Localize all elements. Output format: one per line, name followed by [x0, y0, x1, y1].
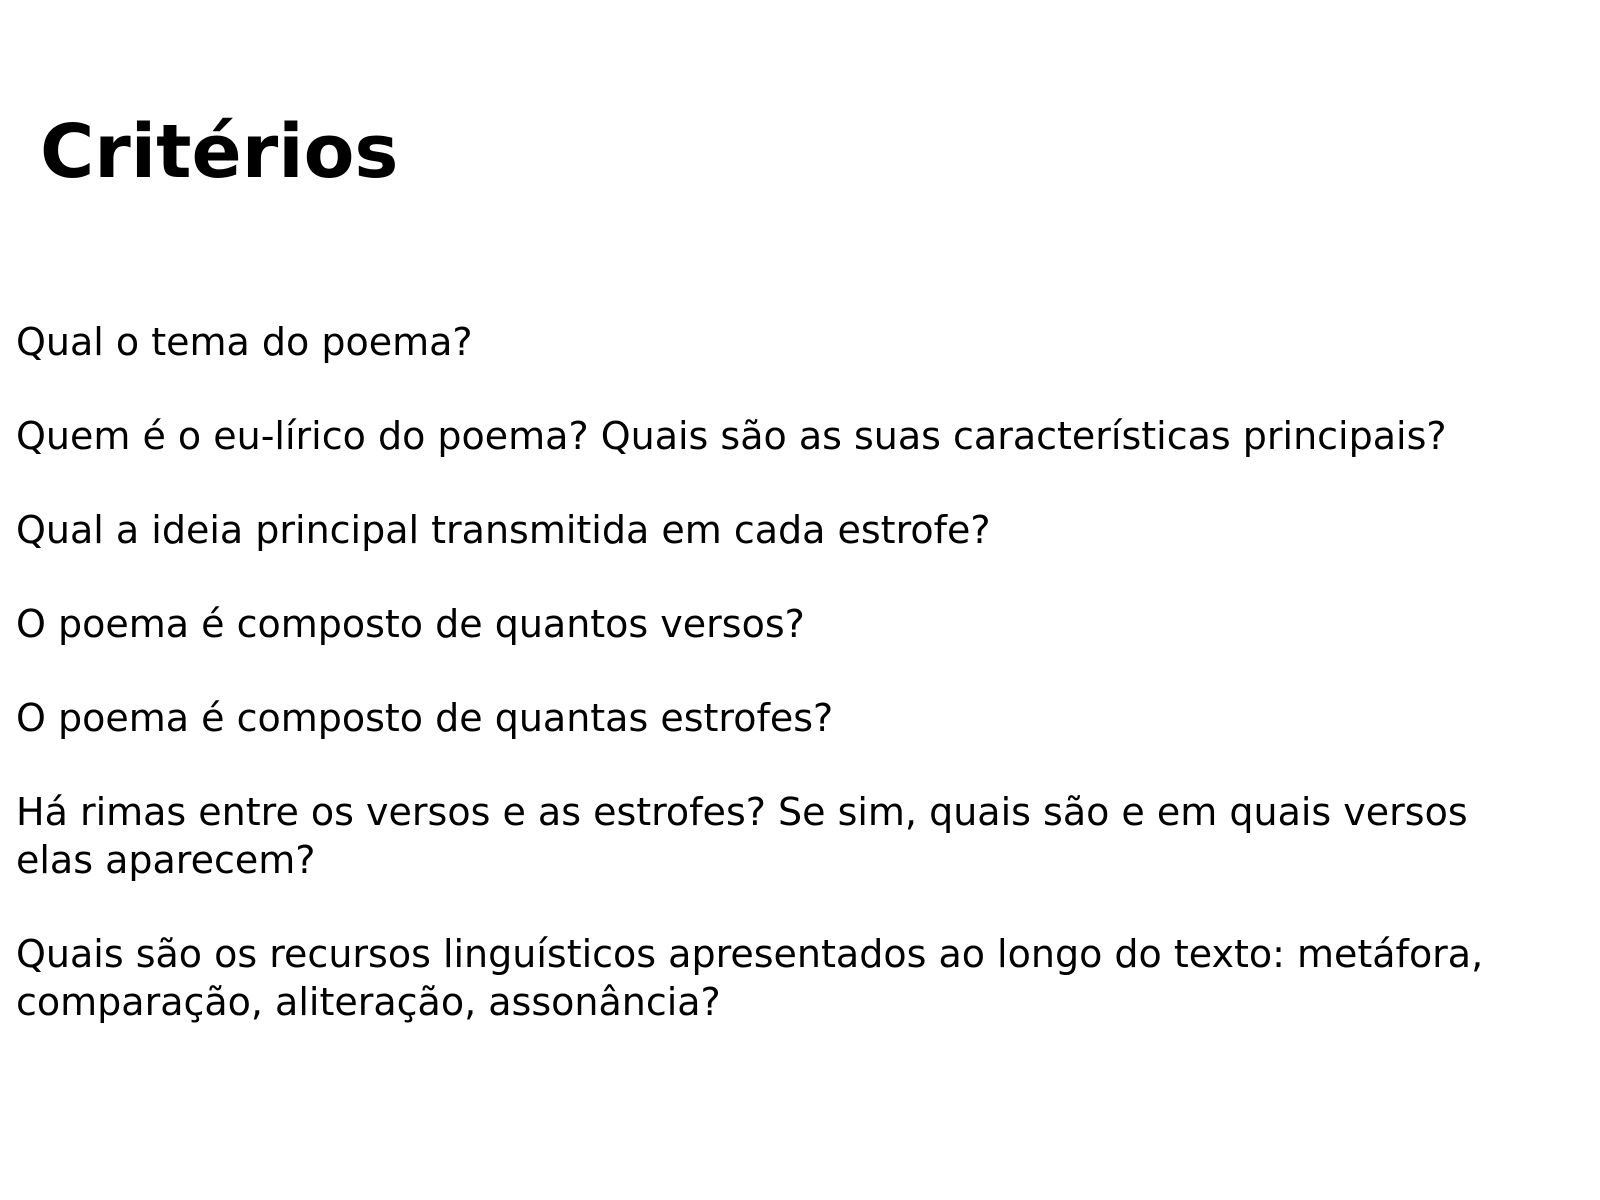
criteria-item-4: O poema é composto de quantos versos? [16, 602, 805, 646]
criteria-item-7: Quais são os recursos linguísticos apresentados ao longo do texto: metáfora, comparação, aliteração, assonância? [16, 932, 1484, 1024]
criteria-item-1: Qual o tema do poema? [16, 320, 473, 364]
criteria-list [16, 318, 1556, 1072]
criteria-item-6: Há rimas entre os versos e as estrofes? Se sim, quais são e em quais versos elas aparecem? [16, 790, 1468, 882]
criteria-item-5: O poema é composto de quantas estrofes? [16, 696, 834, 740]
criteria-item-2: Quem é o eu-lírico do poema? Quais são as suas características principais? [16, 414, 1447, 458]
criteria-item-3: Qual a ideia principal transmitida em cada estrofe? [16, 508, 991, 552]
page-title: Critérios [40, 109, 399, 195]
